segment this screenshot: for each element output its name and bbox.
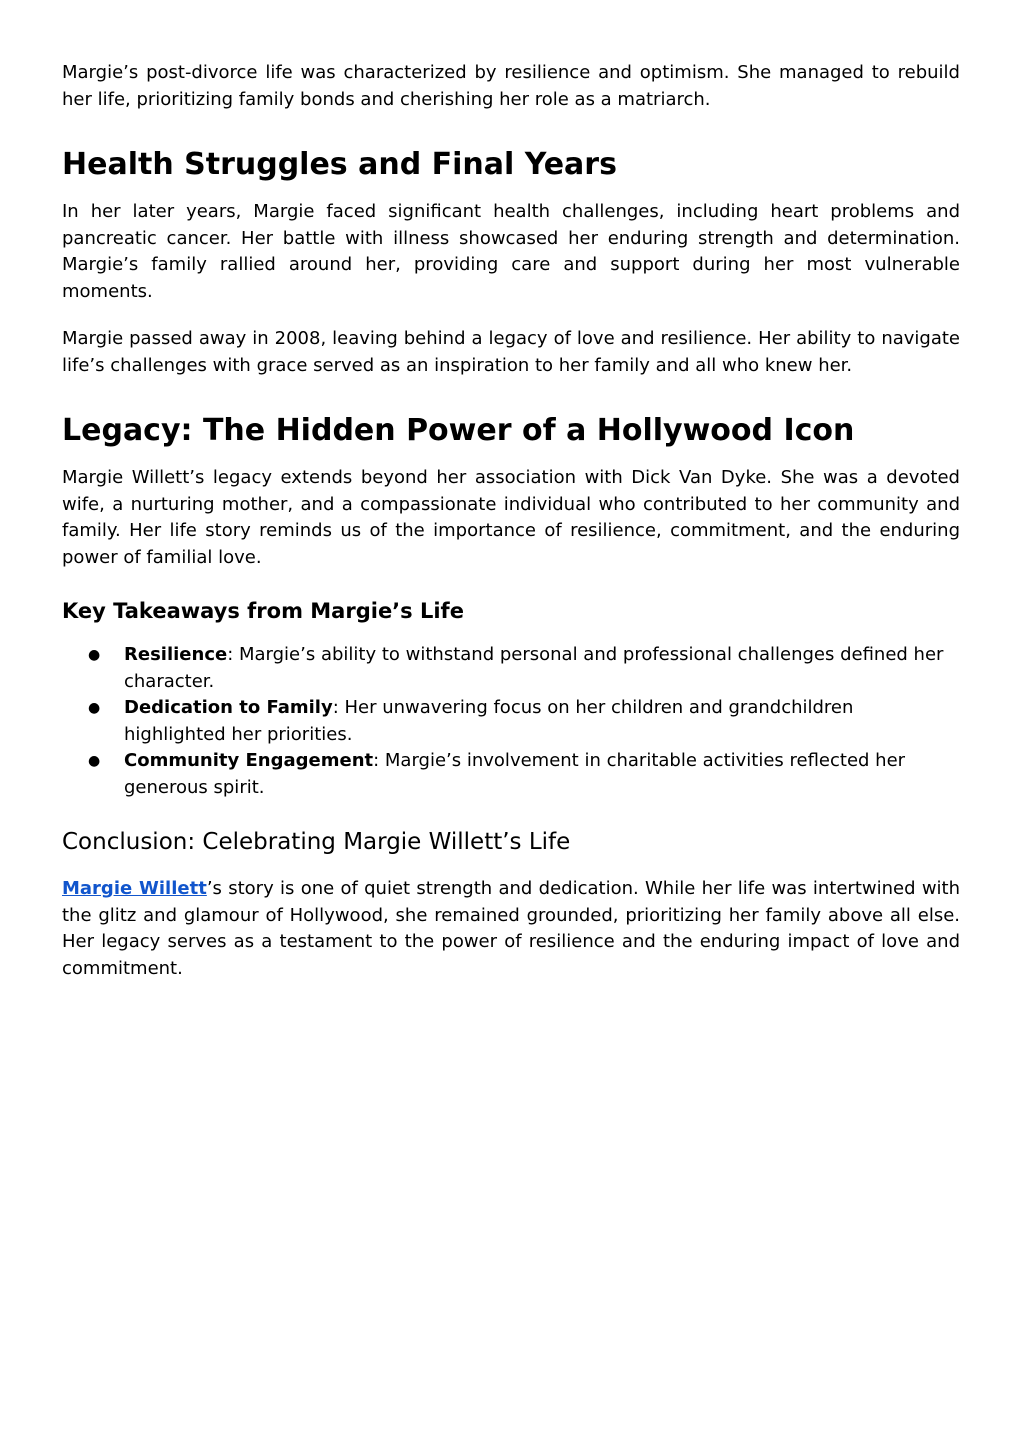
health-paragraph-2: Margie passed away in 2008, leaving behind a legacy of love and resilience. Her ability to navigate life’s challenges with grace served as an inspiration to her family and all who knew her. <box>62 328 960 376</box>
list-item-term: Community Engagement <box>124 750 374 771</box>
margie-willett-link[interactable]: Margie Willett <box>62 878 207 899</box>
list-item <box>62 695 960 748</box>
conclusion-heading: Conclusion: Celebrating Margie Willett’s Life <box>62 829 571 855</box>
list-item-text: : Margie’s involvement in charitable activities reflected her generous spirit. <box>124 750 906 798</box>
legacy-paragraph: Margie Willett’s legacy extends beyond her association with Dick Van Dyke. She was a devoted wife, a nurturing mother, and a compassionate individual who contributed to her community and family. Her life story reminds us of the importance of resilience, commitment, and the enduring power of familial love. <box>62 467 960 568</box>
list-item-term: Dedication to Family <box>124 697 333 718</box>
health-heading: Health Struggles and Final Years <box>62 147 617 182</box>
bullet-icon: ● <box>88 700 101 716</box>
list-item <box>62 642 960 695</box>
list-item-term: Resilience <box>124 644 228 665</box>
document-page <box>62 60 960 982</box>
intro-paragraph: Margie’s post-divorce life was characterized by resilience and optimism. She managed to rebuild her life, prioritizing family bonds and cherishing her role as a matriarch. <box>62 62 960 110</box>
bullet-icon: ● <box>88 647 101 663</box>
legacy-heading: Legacy: The Hidden Power of a Hollywood Icon <box>62 413 855 448</box>
list-item-text: : Margie’s ability to withstand personal and professional challenges defined her character. <box>124 644 944 692</box>
takeaways-heading: Key Takeaways from Margie’s Life <box>62 599 464 623</box>
conclusion-paragraph-text: ’s story is one of quiet strength and dedication. While her life was intertwined with the glitz and glamour of Hollywood, she remained grounded, prioritizing her family above all else. Her legacy serves as a testament to the power of resilience and the enduring impact of love and commitment. <box>62 878 961 979</box>
conclusion-paragraph <box>62 876 960 982</box>
list-item <box>62 748 960 801</box>
bullet-icon: ● <box>88 753 101 769</box>
list-item-text: : Her unwavering focus on her children and grandchildren highlighted her priorities. <box>124 697 854 745</box>
takeaways-list <box>62 642 960 801</box>
health-paragraph-1: In her later years, Margie faced significant health challenges, including heart problems and pancreatic cancer. Her battle with illness showcased her enduring strength and determination. Margie’s family rallied around her, providing care and support during her most vulnerable moments. <box>62 201 960 302</box>
